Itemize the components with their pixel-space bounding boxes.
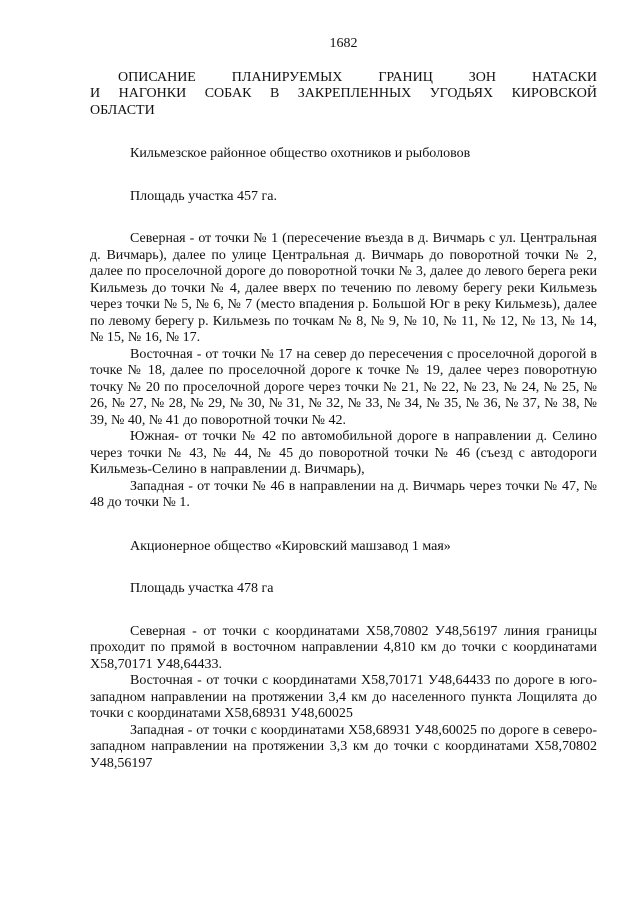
section-mashzavod: [90, 539, 597, 773]
boundary-west: Западная - от точки с координатами X58,68931 У48,60025 по дороге в северо-западном направлении на протяжении 3,3 км до точки с координатами X58,70802 У48,56197: [90, 722, 597, 771]
section-kilmez: [90, 146, 597, 512]
organization-name: Кильмезское районное общество охотников и рыболовов: [130, 146, 471, 161]
page-number: 1682: [329, 36, 358, 51]
boundary-south: Южная- от точки № 42 по автомобильной дороге в направлении д. Селино через точки № 43, № 44, № 45 до поворотной точки № 46 (съезд с автодороги Кильмезь-Селино в направлении д. Вичмарь),: [90, 429, 597, 477]
document-title: [90, 70, 597, 120]
area-label: Площадь участка 478 га: [130, 581, 274, 596]
area-label: Площадь участка 457 га.: [130, 188, 277, 204]
boundary-east: Восточная - от точки № 17 на север до пересечения с проселочной дорогой в точке № 18, далее по проселочной дороге к точке № 19, далее через поворотную точку № 20 по проселочной дороге через точки № 21, № 22, № 23, № 24, № 25, № 26, № 27, № 28, № 29, № 30, № 31, № 32, № 33, № 34, № 35, № 36, № 37, № 38, № 39, № 40, № 41 до поворотной точки № 42.: [90, 346, 597, 428]
title-line-1: ОПИСАНИЕ ПЛАНИРУЕМЫХ ГРАНИЦ ЗОН НАТАСКИ: [118, 69, 597, 85]
boundary-north: Северная - от точки с координатами X58,70802 У48,56197 линия границы проходит по прямой в восточном направлении 4,810 км до точки с координатами X58,70171 У48,64433.: [90, 623, 597, 672]
title-line-3: ОБЛАСТИ: [90, 102, 155, 118]
boundary-east: Восточная - от точки с координатами X58,70171 У48,64433 по дороге в юго-западном направлении на протяжении 3,4 км до населенного пункта Лощилята до точки с координатами X58,68931 У48,60025: [90, 673, 597, 721]
organization-name: Акционерное общество «Кировский машзавод 1 мая»: [130, 538, 451, 554]
boundary-north: Северная - от точки № 1 (пересечение въезда в д. Вичмарь с ул. Центральная д. Вичмарь), далее по улице Центральная д. Вичмарь до поворотной точки № 2, далее по проселочной дороге до поворотной точки № 3, далее до левого берега реки Кильмезь до точки № 4, далее вверх по течению по левому берегу реки Кильмезь через точки № 5, № 6, № 7 (место впадения р. Большой Юг в реку Кильмезь), далее по левому берегу р. Кильмезь по точкам № 8, № 9, № 10, № 11, № 12, № 13, № 14, № 15, № 16, № 17.: [90, 231, 597, 345]
title-line-2: И НАГОНКИ СОБАК В ЗАКРЕПЛЕННЫХ УГОДЬЯХ КИРОВСКОЙ: [90, 86, 597, 101]
boundary-west: Западная - от точки № 46 в направлении на д. Вичмарь через точки № 47, № 48 до точки № 1.: [90, 478, 597, 510]
document-page: [90, 36, 597, 772]
